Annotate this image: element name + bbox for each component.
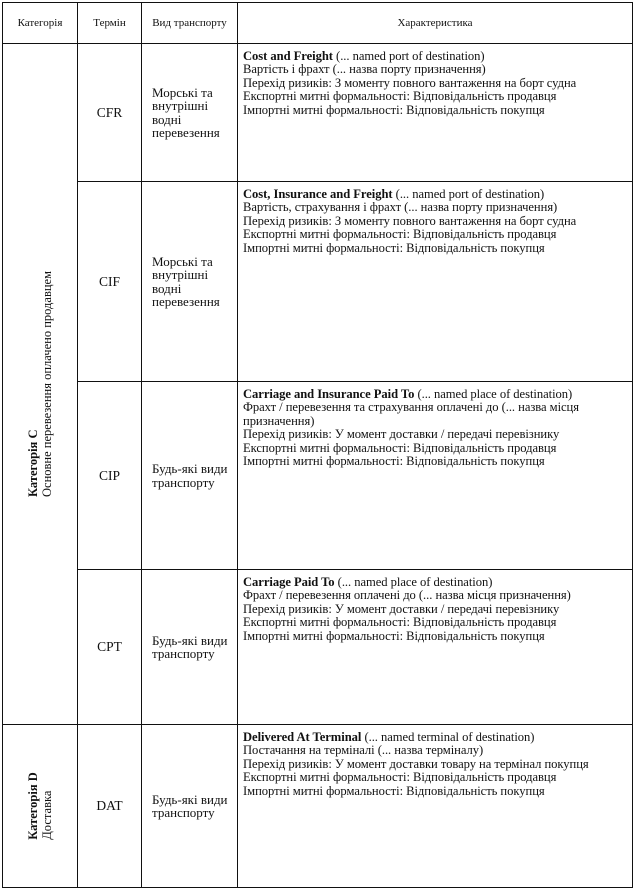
transport-cell: Будь-які види транспорту — [142, 725, 238, 888]
category-title: Категорія D — [26, 772, 40, 840]
category-d-label — [26, 772, 54, 839]
category-d-cell — [3, 725, 78, 888]
table-row — [3, 570, 633, 725]
incoterms-table — [2, 2, 633, 888]
term-name-en: Carriage Paid To (... named place of destination) — [243, 575, 493, 589]
risk-transfer: Перехід ризиків: З моменту повного вантаження на борт судна — [243, 75, 577, 90]
header-row — [3, 3, 633, 44]
risk-transfer: Перехід ризиків: У момент доставки товару на термінал покупця — [243, 756, 589, 771]
table-row — [3, 44, 633, 182]
export-formalities: Експортні митні формальності: Відповідальність продавця — [243, 615, 557, 630]
term-name-ua: Постачання на терміналі (... назва терміналу) — [243, 743, 484, 758]
term-name-en: Cost and Freight (... named port of destination) — [243, 49, 485, 63]
import-formalities: Імпортні митні формальності: Відповідальність покупця — [243, 454, 545, 469]
export-formalities: Експортні митні формальності: Відповідальність продавця — [243, 440, 557, 455]
header-category: Категорія — [3, 3, 78, 44]
term-name-en: Carriage and Insurance Paid To (... named place of destination) — [243, 387, 573, 401]
term-name-en: Delivered At Terminal (... named terminal of destination) — [243, 730, 535, 744]
risk-transfer: Перехід ризиків: У момент доставки / передачі перевізнику — [243, 601, 560, 616]
header-term: Термін — [78, 3, 142, 44]
characteristic-cell — [238, 382, 633, 570]
transport-cell: Морські та внутрішні водні перевезення — [142, 44, 238, 182]
characteristic-cell — [238, 182, 633, 382]
category-c-label — [26, 271, 54, 497]
transport-cell: Будь-які види транспорту — [142, 382, 238, 570]
characteristic-cell — [238, 725, 633, 888]
term-cell: CFR — [78, 44, 142, 182]
category-c-cell — [3, 44, 78, 725]
characteristic-cell — [238, 44, 633, 182]
term-name-ua: Фрахт / перевезення оплачені до (... назва місця призначення) — [243, 588, 571, 603]
import-formalities: Імпортні митні формальності: Відповідальність покупця — [243, 628, 545, 643]
header-characteristic: Характеристика — [238, 3, 633, 44]
table-row — [3, 382, 633, 570]
term-name-ua: Вартість і фрахт (... назва порту призначення) — [243, 62, 486, 77]
table-row — [3, 725, 633, 888]
term-name-en: Cost, Insurance and Freight (... named port of destination) — [243, 187, 545, 201]
export-formalities: Експортні митні формальності: Відповідальність продавця — [243, 89, 557, 104]
risk-transfer: Перехід ризиків: З моменту повного вантаження на борт судна — [243, 213, 577, 228]
table-row — [3, 182, 633, 382]
term-cell: CPT — [78, 570, 142, 725]
risk-transfer: Перехід ризиків: У момент доставки / передачі перевізнику — [243, 427, 560, 442]
term-cell: CIF — [78, 182, 142, 382]
category-subtitle: Доставка — [40, 790, 54, 840]
header-transport: Вид транспорту — [142, 3, 238, 44]
category-subtitle: Основне перевезення оплачено продавцем — [40, 271, 54, 497]
import-formalities: Імпортні митні формальності: Відповідальність покупця — [243, 240, 545, 255]
category-title: Категорія С — [26, 429, 40, 497]
transport-cell: Будь-які види транспорту — [142, 570, 238, 725]
import-formalities: Імпортні митні формальності: Відповідальність покупця — [243, 102, 545, 117]
characteristic-cell — [238, 570, 633, 725]
export-formalities: Експортні митні формальності: Відповідальність продавця — [243, 770, 557, 785]
term-name-ua: Фрахт / перевезення та страхування оплачені до (... назва місця призначення) — [243, 400, 579, 428]
transport-cell: Морські та внутрішні водні перевезення — [142, 182, 238, 382]
term-cell: DAT — [78, 725, 142, 888]
export-formalities: Експортні митні формальності: Відповідальність продавця — [243, 227, 557, 242]
term-cell: CIP — [78, 382, 142, 570]
term-name-ua: Вартість, страхування і фрахт (... назва порту призначення) — [243, 200, 558, 215]
import-formalities: Імпортні митні формальності: Відповідальність покупця — [243, 783, 545, 798]
